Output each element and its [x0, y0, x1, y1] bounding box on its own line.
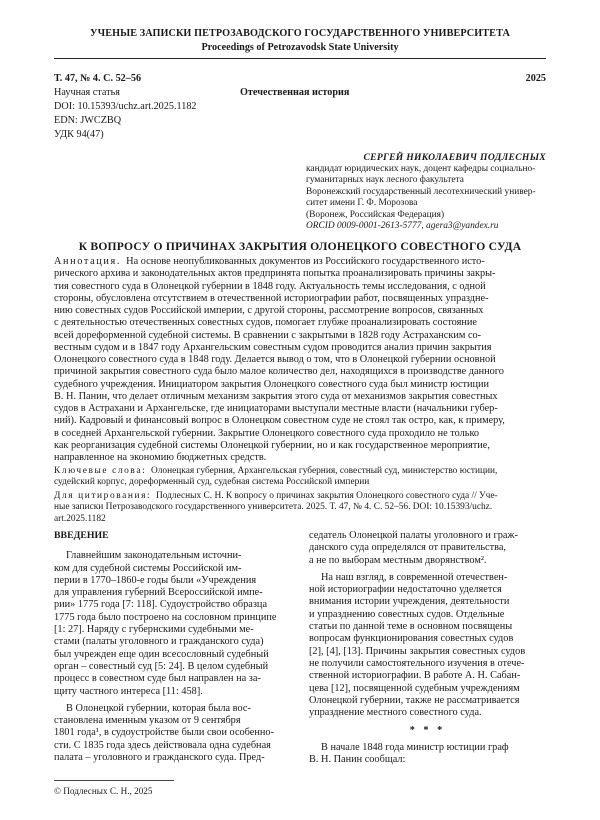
abstract-line: тия совестного суда в Олонецкой губернии в 1848 году. Актуальность темы исследования, с одной — [54, 280, 486, 292]
citation-line: art.2025.1182 — [54, 513, 106, 524]
body-line: а не по выборам местным дворянством². — [309, 554, 487, 566]
body-line: [2], [4], [13]. Причины закрытия совестных судов — [309, 645, 526, 657]
body-line: цева [12], посвященной судебным учреждениям — [309, 682, 520, 694]
body-line: ком для судебной системы Российской им- — [54, 562, 242, 574]
abstract-line: с деятельностью отечественных совестных судов, помогает глубже проанализировать состояние — [54, 317, 477, 329]
abstract-line: причиной закрытия совестного суда было малое количество дел, находящихся в производстве данного — [54, 366, 504, 378]
body-line: 1775 года было построено на сословном принципе — [54, 611, 277, 623]
article-title: К ВОПРОСУ О ПРИЧИНАХ ЗАКРЫТИЯ ОЛОНЕЦКОГО СОВЕСТНОГО СУДА — [78, 240, 522, 253]
section-separator: * * * — [409, 725, 446, 737]
section-name: Отечественная история — [240, 87, 350, 98]
affiliation-line: гуманитарных наук лесного факультета — [306, 175, 464, 186]
citation — [54, 491, 546, 525]
citation-label: Для цитирования: — [54, 491, 152, 501]
keywords — [54, 466, 546, 489]
abstract-line: в соседней Архангельской губернии. Закрытие Олонецкого совестного суда проходило не только — [54, 427, 480, 439]
body-line: сти. С 1835 года здесь действовала одна судебная — [54, 739, 271, 751]
right-column — [309, 530, 546, 766]
body-line: В Олонецкой губернии, которая была вос- — [66, 702, 251, 714]
affiliation-line: кандидат юридических наук, доцент кафедры социально- — [306, 164, 536, 174]
body-line: Главнейшим законодательным источни- — [66, 550, 242, 562]
affiliation-line: Воронежский государственный лесотехнический универ- — [306, 186, 536, 197]
orcid-email[interactable]: ORCID 0009-0001-2613-5777, agera3@yandex.ru — [306, 221, 499, 232]
journal-title: УЧЕНЫЕ ЗАПИСКИ ПЕТРОЗАВОДСКОГО ГОСУДАРСТВЕННОГО УНИВЕРСИТЕТА — [90, 28, 510, 39]
section-heading: ВВЕДЕНИЕ — [54, 530, 109, 541]
body-line: статьи по данной теме в основном посвящены — [309, 621, 513, 633]
body-line: для управления губерний Всероссийской импе- — [54, 587, 263, 599]
affiliation-line: (Воронеж, Российская Федерация) — [306, 209, 445, 220]
body-line: упразднение местного совестного суда. — [309, 707, 482, 719]
doi[interactable]: DOI: 10.15393/uchz.art.2025.1182 — [54, 101, 197, 112]
abstract-line: судебного учреждения. Инициатором закрытия Олонецкого совестного суда был министр юстиции — [54, 378, 490, 390]
publication-year: 2025 — [525, 73, 546, 84]
author-name: СЕРГЕЙ НИКОЛАЕВИЧ ПОДЛЕСНЫХ — [363, 152, 546, 163]
abstract-line: как реорганизация судебной системы Олонецкой губернии, но и как государственное мероприятие, — [54, 439, 490, 451]
body-line: был учрежден еще один всесословный судебный — [54, 648, 269, 660]
keywords-label: Ключевые слова: — [54, 466, 147, 476]
abstract-line: всей дореформенной судебной системы. В сравнении с закрытыми в 1828 году Астраханским со- — [54, 329, 482, 341]
abstract-line: стороны, обусловлена отсутствием в отечественной историографии работ, посвященных упраздне- — [54, 292, 489, 304]
affiliation-line: ситет имени Г. Ф. Морозова — [306, 198, 418, 209]
body-line: ной историографии недостаточно уделяется — [309, 584, 502, 596]
abstract-line: В. Н. Панин, что делает отличным механизм закрытия этого суда от механизмов закрытия совестных — [54, 390, 498, 402]
body-line: стами (палаты уголовного и гражданского суда) — [54, 636, 264, 648]
footer-divider — [54, 780, 174, 781]
abstract-line: Олонецкого совестного суда в 1848 году. Делается вывод о том, что в Олонецкой губернии основной — [54, 354, 496, 365]
header-divider — [54, 58, 546, 59]
body-line: щиту частного интереса [11: 458]. — [54, 685, 203, 697]
body-line: внимания истории учреждения, деятельности — [309, 596, 510, 608]
volume-info: Т. 47, № 4. С. 52–56 — [54, 73, 142, 84]
body-line: ственной историографии. В работе А. Н. Сабан- — [309, 670, 521, 682]
citation-line: ные записки Петрозаводского государственного университета. 2025. Т. 47, № 4. С. 52–56. DOI: 10.15393/uchz. — [54, 502, 493, 513]
body-line: вопросам функционирования совестных судов — [309, 633, 514, 645]
body-line: рии» 1775 года [7: 118]. Судоустройство образца — [54, 599, 268, 611]
body-line: Олонецкой губернии, также не рассматривается — [309, 694, 520, 706]
journal-subtitle: Proceedings of Petrozavodsk State University — [201, 42, 399, 53]
body-line: процесс в совестном суде был направлен на за- — [54, 673, 261, 685]
abstract-line: направленное на экономию бюджетных средств. — [54, 452, 267, 463]
body-line: становлена именным указом от 9 сентября — [54, 715, 241, 727]
abstract-line: Аннотация. На основе неопубликованных документов из Российского государственного исто- — [54, 256, 485, 267]
body-line: [1: 27]. Наряду с губернскими судебными ме- — [54, 624, 254, 636]
abstract-line: ний). Кадровый и финансовый вопрос в Олонецком совестном суде не стоял так остро, как, к примеру, — [54, 415, 505, 427]
copyright: © Подлесных С. Н., 2025 — [54, 786, 153, 796]
body-line: 1801 года¹, в судоустройстве были свои особенно- — [54, 727, 274, 739]
body-line: орган – совестный суд [5: 24]. В целом судебный — [54, 660, 269, 672]
udc: УДК 94(47) — [54, 129, 104, 140]
body-line: данского суда определялся от правительства, — [309, 542, 507, 554]
body-line: не получили самостоятельного изучения в отече- — [309, 657, 525, 669]
article-type: Научная статья — [54, 87, 120, 98]
keywords-line: Ключевые слова: Олонецкая губерния, Архангельская губерния, совестный суд, министерство юстиции, — [54, 466, 498, 476]
abstract-line: судов в Астрахани и Архангельске, где инициаторами выступали местные власти (начальники губер- — [54, 403, 498, 414]
body-line: На наш взгляд, в современной отечествен- — [321, 571, 508, 583]
body-line: и упразднению совестных судов. Отдельные — [309, 608, 505, 620]
body-line: перии в 1770–1860-е годы были «Учреждения — [54, 574, 257, 586]
body-line: палата – уголовного и гражданского суда. Пред- — [54, 752, 265, 764]
body-line: В. Н. Панин сообщал: — [309, 754, 406, 766]
edn: EDN: JWCZBQ — [54, 115, 122, 126]
keywords-line: судейский корпус, дореформенный суд, судебная система Российской империи — [54, 477, 370, 488]
body-line: седатель Олонецкой палаты уголовного и граж- — [309, 530, 518, 541]
abstract-label: Аннотация. — [54, 256, 121, 267]
abstract-line: рического архива и законодательных актов предпринята попытка проанализировать причины закры- — [54, 268, 496, 280]
body-line: В начале 1848 года министр юстиции граф — [321, 741, 509, 753]
abstract — [54, 256, 546, 464]
citation-line: Для цитирования: Подлесных С. Н. К вопросу о причинах закрытия Олонецкого совестного суда // Уче- — [54, 491, 498, 501]
left-column — [54, 530, 291, 764]
abstract-line: нию совестных судов Российской империи, с другой стороны, рассмотрение вопросов, связанных — [54, 305, 484, 316]
abstract-line: вестным судом и в 1847 году Архангельским совестным судом проводится анализ причин закрытия — [54, 341, 492, 353]
author-affiliation — [306, 164, 546, 232]
